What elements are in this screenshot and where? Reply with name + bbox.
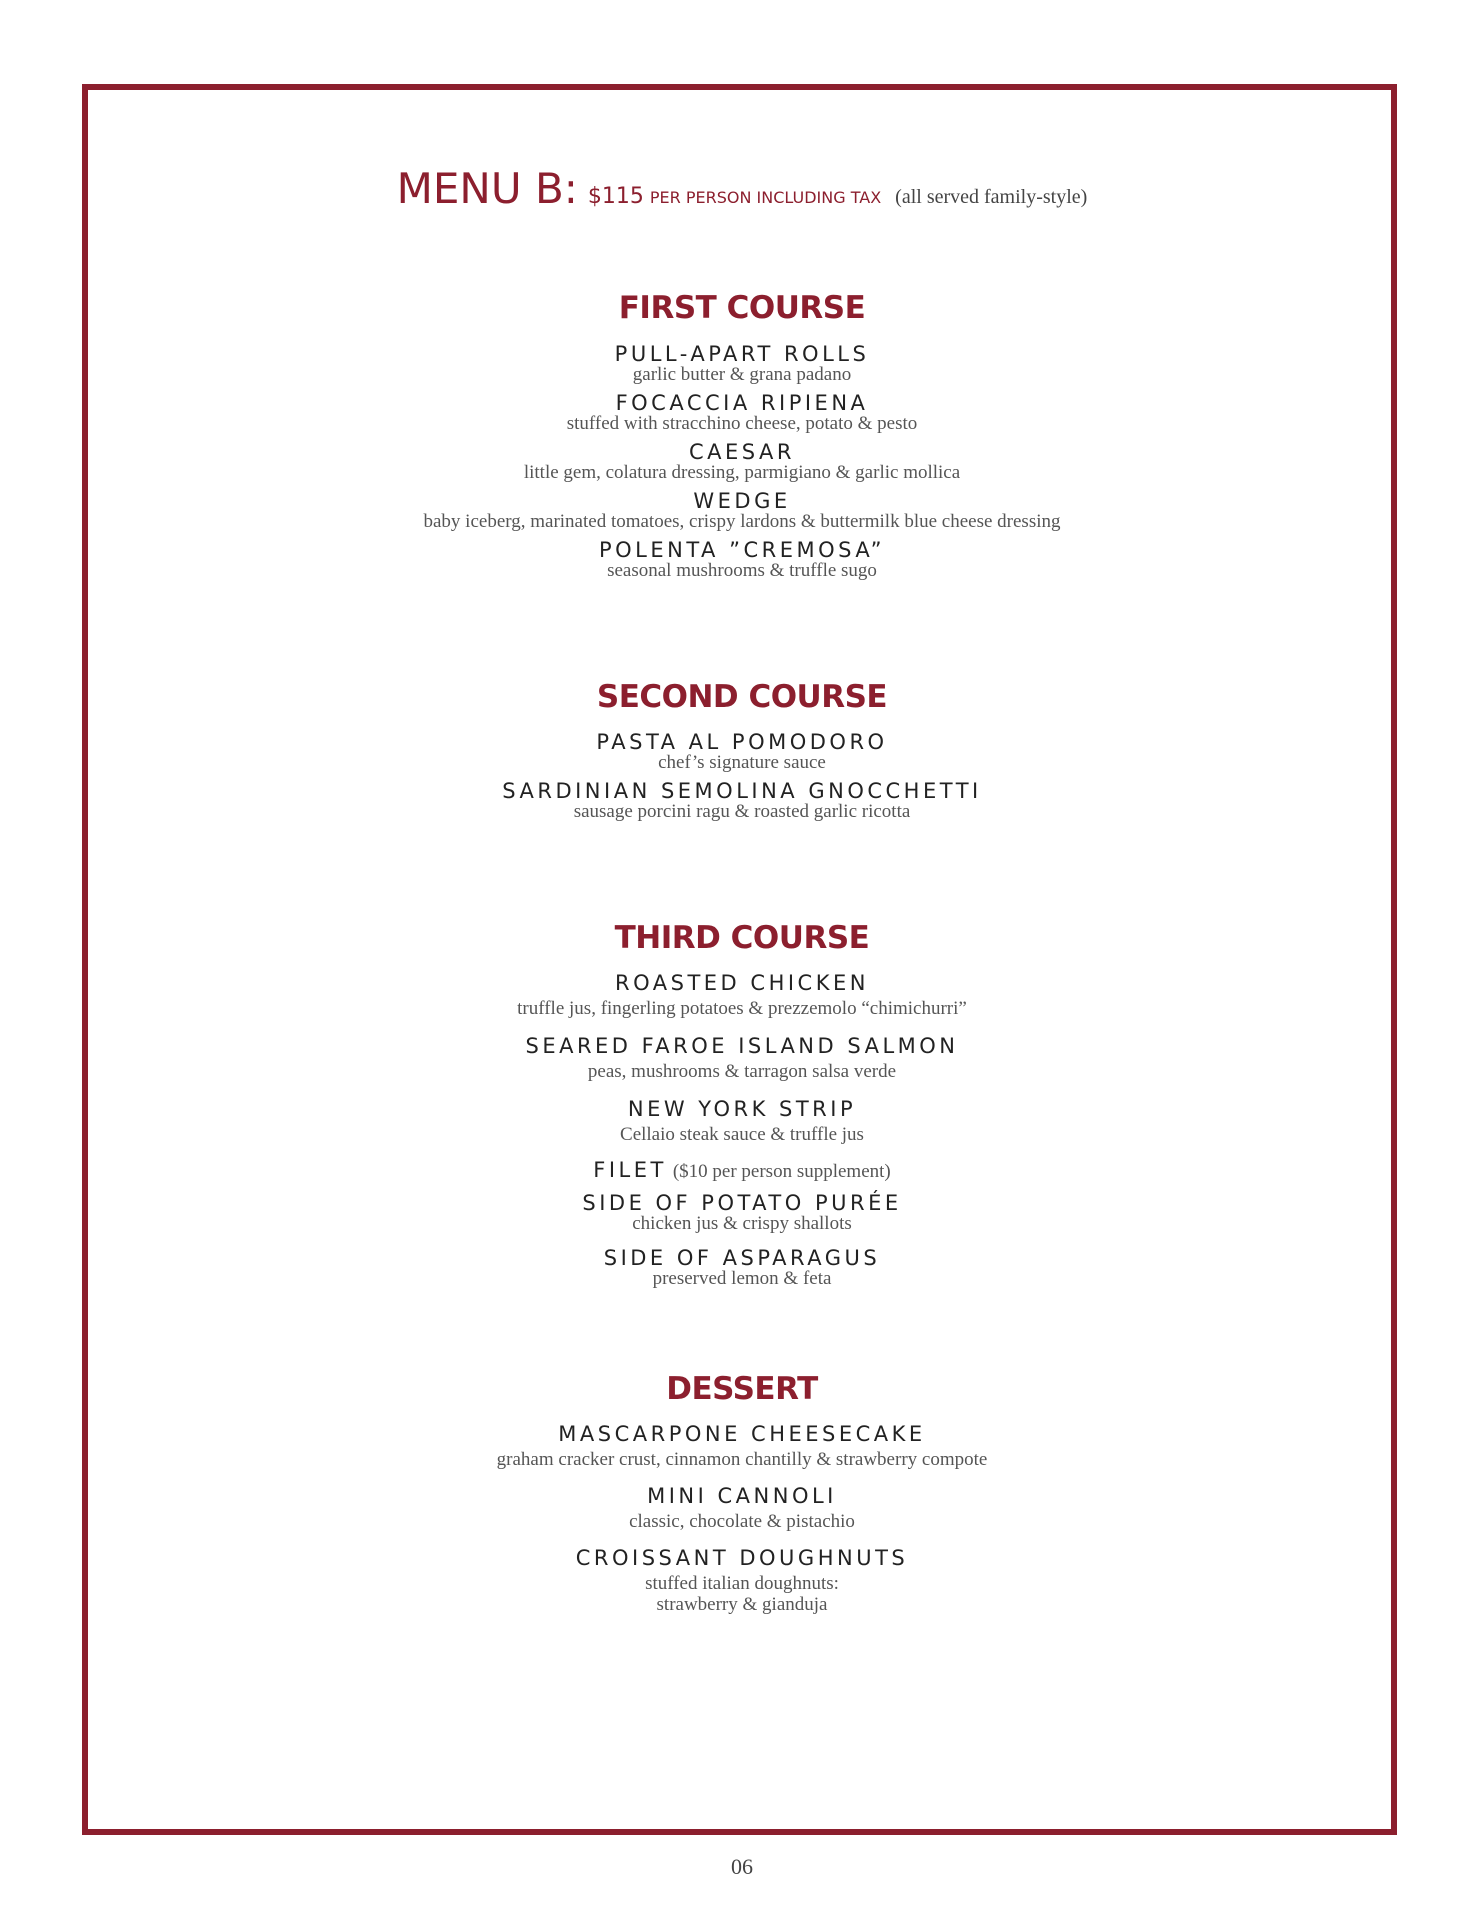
item-description: truffle jus, fingerling potatoes & prezzemolo “chimichurri” (517, 998, 967, 1019)
item-name: PASTA AL POMODORO (596, 730, 888, 754)
item-description: chicken jus & crispy shallots (632, 1212, 852, 1234)
item-name: SIDE OF POTATO PURÉE (582, 1190, 902, 1215)
course-first (0, 290, 1484, 581)
menu-item (0, 732, 1484, 774)
menu-note: (all served family-style) (895, 186, 1088, 208)
item-description: classic, chocolate & pistachio (629, 1510, 855, 1532)
item-description: stuffed with stracchino cheese, potato & pesto (566, 412, 918, 434)
menu-item (0, 1033, 1484, 1083)
menu-item (0, 973, 1484, 1020)
item-name: SIDE OF ASPARAGUS (603, 1245, 881, 1270)
item-name: ROASTED CHICKEN (615, 971, 869, 995)
menu-item (0, 1245, 1484, 1290)
item-name-text: FILET (593, 1157, 667, 1182)
item-description: seasonal mushrooms & truffle sugo (607, 559, 877, 581)
menu-price-detail: PER PERSON INCLUDING TAX (649, 188, 882, 207)
item-name: FOCACCIA RIPIENA (615, 390, 869, 415)
page-number: 06 (731, 1854, 753, 1879)
item-name: MINI CANNOLI (647, 1483, 837, 1508)
item-description: stuffed italian doughnuts: (645, 1572, 839, 1594)
item-description: graham cracker crust, cinnamon chantilly & strawberry compote (496, 1449, 988, 1470)
item-name: PULL-APART ROLLS (614, 342, 870, 366)
item-description: Cellaio steak sauce & truffle jus (620, 1123, 864, 1145)
course-title: FIRST COURSE (618, 290, 866, 326)
menu-item (0, 537, 1484, 582)
item-supplement: ($10 per person supplement) (672, 1160, 891, 1182)
item-name: SARDINIAN SEMOLINA GNOCCHETTI (502, 778, 982, 803)
item-name: CAESAR (689, 439, 795, 464)
item-name: WEDGE (693, 488, 791, 513)
course-title: SECOND COURSE (596, 679, 888, 715)
menu-header (0, 164, 1484, 213)
item-name: CROISSANT DOUGHNUTS (575, 1545, 909, 1570)
menu-item (0, 1424, 1484, 1471)
item-description: sausage porcini ragu & roasted garlic ricotta (573, 800, 911, 822)
menu-item (0, 1157, 1484, 1182)
menu-item (0, 1096, 1484, 1146)
item-description: baby iceberg, marinated tomatoes, crispy lardons & buttermilk blue cheese dressing (423, 510, 1061, 532)
menu-item (0, 390, 1484, 435)
course-dessert (0, 1371, 1484, 1616)
menu-item (0, 488, 1484, 533)
course-second (0, 679, 1484, 823)
course-title: DESSERT (666, 1371, 818, 1407)
menu-item (0, 344, 1484, 386)
menu-item (0, 439, 1484, 484)
item-name: NEW YORK STRIP (627, 1096, 857, 1121)
menu-item (0, 1545, 1484, 1616)
item-description: garlic butter & grana padano (632, 364, 852, 385)
item-name: MASCARPONE CHEESECAKE (558, 1422, 926, 1446)
item-name (0, 1157, 1484, 1182)
course-third (0, 920, 1484, 1289)
item-description-line2: strawberry & gianduja (656, 1593, 828, 1615)
menu-price: $115 (587, 184, 644, 209)
item-description: chef’s signature sauce (658, 752, 826, 773)
item-description: little gem, colatura dressing, parmigiano & garlic mollica (523, 461, 961, 483)
menu-item (0, 778, 1484, 823)
item-name: POLENTA ”CREMOSA” (598, 537, 886, 562)
menu-item (0, 1483, 1484, 1533)
menu-title: MENU B: (396, 164, 578, 213)
item-name: SEARED FAROE ISLAND SALMON (525, 1033, 959, 1058)
item-description: preserved lemon & feta (652, 1267, 832, 1289)
item-description: peas, mushrooms & tarragon salsa verde (587, 1060, 897, 1082)
menu-item (0, 1190, 1484, 1235)
course-title: THIRD COURSE (614, 920, 870, 956)
